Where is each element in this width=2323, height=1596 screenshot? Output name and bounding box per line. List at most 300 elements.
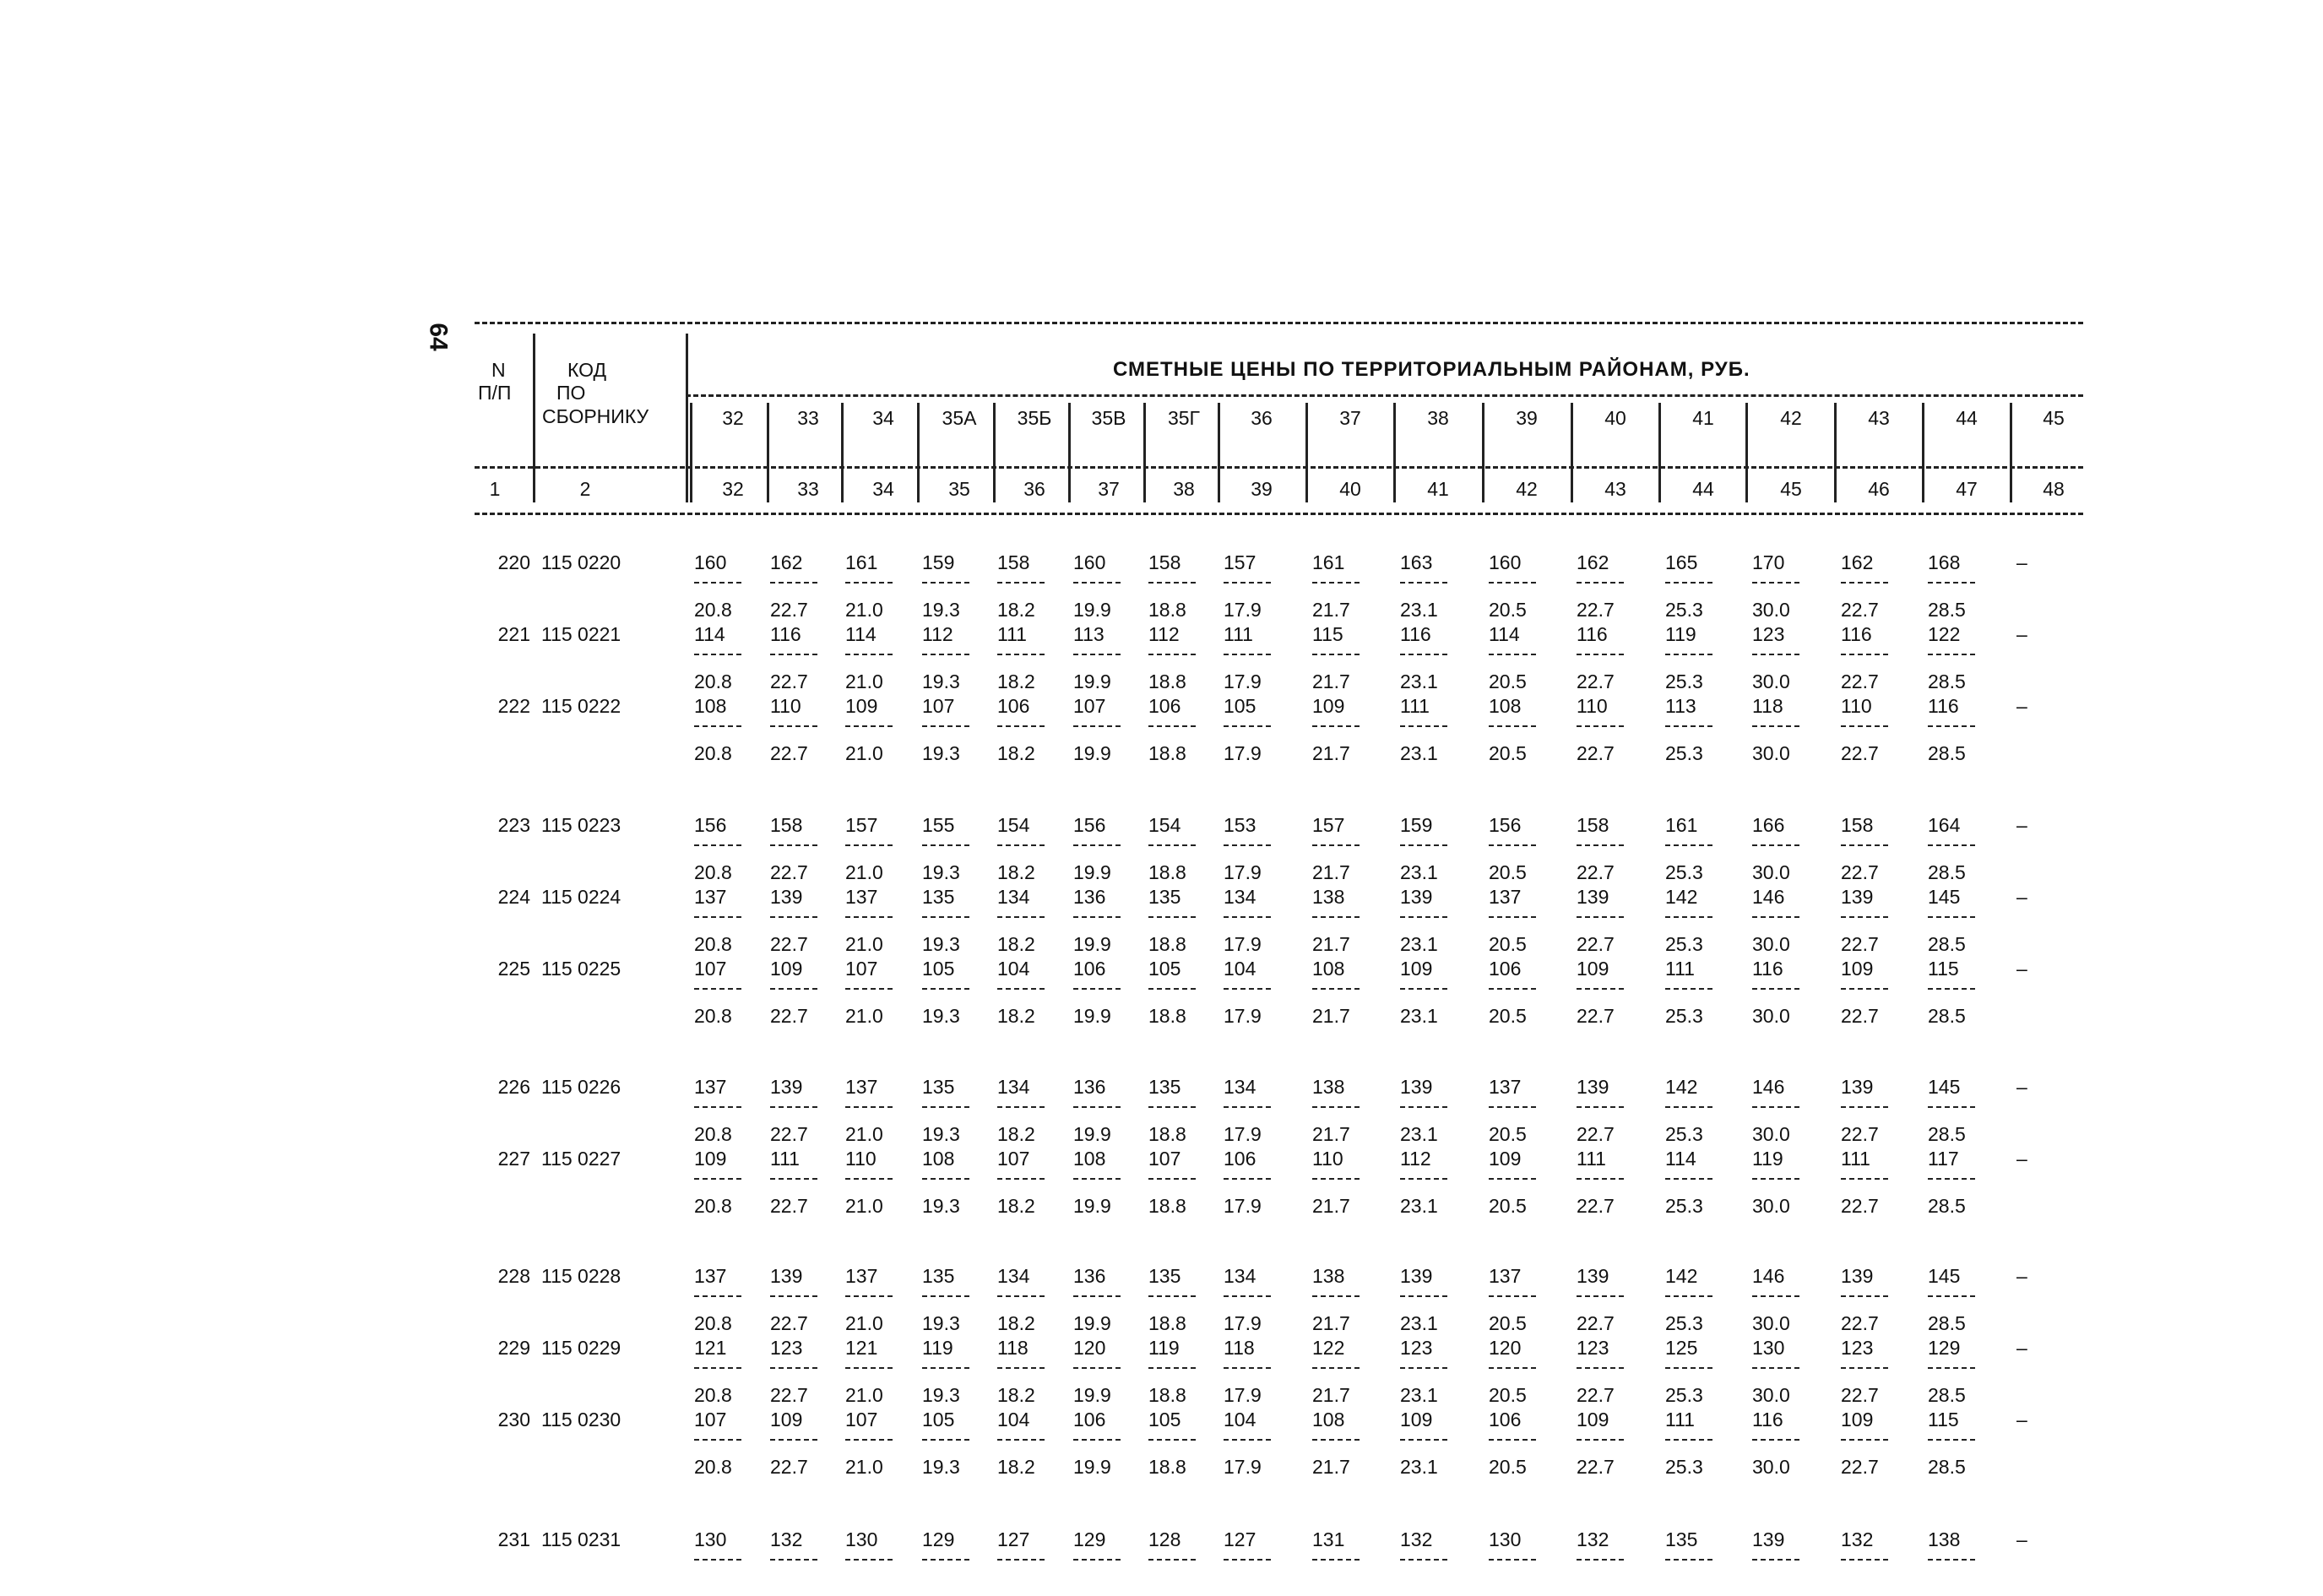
- fraction-bar: [1928, 654, 1975, 655]
- header-title: СМЕТНЫЕ ЦЕНЫ ПО ТЕРРИТОРИАЛЬНЫМ РАЙОНАМ, РУБ.: [1113, 358, 1750, 381]
- coefficient-cell: 18.2: [997, 933, 1035, 955]
- fraction-bar: [845, 1439, 893, 1441]
- coefficient-cell: 21.0: [845, 1195, 883, 1217]
- fraction-bar: [770, 1367, 817, 1369]
- row-code: 115 0229: [541, 1337, 621, 1359]
- fraction-bar: [1400, 844, 1447, 846]
- coefficient-cell: 22.7: [1577, 1312, 1615, 1334]
- price-cell: 138: [1312, 1076, 1345, 1098]
- coefficient-cell: 20.8: [694, 1195, 732, 1217]
- header-index-0: 32: [722, 478, 744, 500]
- fraction-bar: [997, 1178, 1045, 1180]
- last-column-dash: –: [2016, 1409, 2027, 1430]
- fraction-bar: [1928, 1178, 1975, 1180]
- coefficient-cell: 19.3: [922, 1312, 960, 1334]
- coefficient-cell: 23.1: [1400, 1312, 1438, 1334]
- price-cell: 107: [845, 958, 878, 980]
- price-cell: 108: [1073, 1148, 1106, 1170]
- coefficient-cell: 18.8: [1148, 1195, 1186, 1217]
- price-cell: 115: [1928, 958, 1959, 980]
- district-separator: [1571, 403, 1573, 502]
- price-cell: 128: [1148, 1528, 1181, 1550]
- fraction-bar: [845, 654, 893, 655]
- header-index-6: 38: [1173, 478, 1195, 500]
- coefficient-cell: 25.3: [1665, 1456, 1703, 1478]
- last-column-dash: –: [2016, 886, 2027, 908]
- fraction-bar: [1577, 1559, 1624, 1561]
- row-code: 115 0230: [541, 1409, 621, 1430]
- fraction-bar: [1752, 988, 1799, 990]
- fraction-bar: [694, 988, 741, 990]
- coefficient-cell: 28.5: [1928, 861, 1966, 883]
- price-cell: 132: [1577, 1528, 1609, 1550]
- header-index-7: 39: [1251, 478, 1273, 500]
- district-separator: [1305, 403, 1308, 502]
- price-cell: 115: [1312, 623, 1343, 645]
- coefficient-cell: 21.0: [845, 1123, 883, 1145]
- coefficient-cell: 17.9: [1224, 742, 1262, 764]
- district-separator: [841, 403, 844, 502]
- price-cell: 109: [1400, 958, 1433, 980]
- price-cell: 139: [1577, 1265, 1609, 1287]
- fraction-bar: [1841, 1295, 1888, 1297]
- fraction-bar: [1312, 988, 1360, 990]
- fraction-bar: [1312, 725, 1360, 727]
- price-cell: 115: [1928, 1409, 1959, 1430]
- price-cell: 129: [922, 1528, 955, 1550]
- coefficient-cell: 18.8: [1148, 742, 1186, 764]
- price-cell: 135: [922, 1076, 955, 1098]
- header-np: П/П: [478, 382, 512, 404]
- coefficient-cell: 20.8: [694, 1312, 732, 1334]
- fraction-bar: [1400, 582, 1447, 584]
- price-cell: 170: [1752, 551, 1785, 573]
- price-cell: 137: [1489, 886, 1522, 908]
- coefficient-cell: 18.8: [1148, 1123, 1186, 1145]
- fraction-bar: [1577, 582, 1624, 584]
- fraction-bar: [1841, 725, 1888, 727]
- price-cell: 123: [1841, 1337, 1874, 1359]
- price-cell: 160: [1489, 551, 1522, 573]
- price-cell: 130: [845, 1528, 878, 1550]
- header-index-2: 34: [872, 478, 894, 500]
- price-cell: 123: [1577, 1337, 1609, 1359]
- coefficient-cell: 18.2: [997, 1312, 1035, 1334]
- price-cell: 111: [1224, 623, 1253, 645]
- header-district-3: 35А: [942, 407, 977, 429]
- price-cell: 136: [1073, 1076, 1106, 1098]
- coefficient-cell: 18.8: [1148, 1005, 1186, 1027]
- price-cell: 116: [1752, 958, 1783, 980]
- price-cell: 130: [1489, 1528, 1522, 1550]
- fraction-bar: [694, 1106, 741, 1108]
- fraction-bar: [1073, 844, 1121, 846]
- coefficient-cell: 22.7: [1841, 1005, 1879, 1027]
- price-cell: 134: [997, 1265, 1030, 1287]
- fraction-bar: [1224, 1106, 1271, 1108]
- coefficient-cell: 21.7: [1312, 670, 1350, 692]
- price-cell: 129: [1073, 1528, 1106, 1550]
- fraction-bar: [1577, 844, 1624, 846]
- fraction-bar: [1400, 1439, 1447, 1441]
- price-cell: 125: [1665, 1337, 1698, 1359]
- price-cell: 113: [1665, 695, 1696, 717]
- price-cell: 122: [1928, 623, 1961, 645]
- price-cell: 137: [845, 1265, 878, 1287]
- fraction-bar: [1312, 1106, 1360, 1108]
- fraction-bar: [845, 582, 893, 584]
- header-district-11: 40: [1604, 407, 1626, 429]
- coefficient-cell: 30.0: [1752, 1195, 1790, 1217]
- coefficient-cell: 28.5: [1928, 670, 1966, 692]
- coefficient-cell: 22.7: [1577, 1384, 1615, 1406]
- row-number: 223: [497, 814, 530, 836]
- fraction-bar: [694, 1559, 741, 1561]
- last-column-dash: –: [2016, 1076, 2027, 1098]
- coefficient-cell: 30.0: [1752, 861, 1790, 883]
- price-cell: 107: [997, 1148, 1030, 1170]
- coefficient-cell: 18.8: [1148, 599, 1186, 621]
- price-cell: 158: [1577, 814, 1609, 836]
- fraction-bar: [1148, 1559, 1196, 1561]
- coefficient-cell: 22.7: [1577, 1195, 1615, 1217]
- fraction-bar: [1489, 916, 1536, 918]
- coefficient-cell: 25.3: [1665, 1312, 1703, 1334]
- price-cell: 166: [1752, 814, 1785, 836]
- fraction-bar: [1400, 654, 1447, 655]
- coefficient-cell: 20.5: [1489, 670, 1527, 692]
- coefficient-cell: 21.0: [845, 599, 883, 621]
- coefficient-cell: 22.7: [1841, 1312, 1879, 1334]
- price-cell: 106: [1489, 958, 1522, 980]
- price-cell: 158: [770, 814, 803, 836]
- coefficient-cell: 20.8: [694, 933, 732, 955]
- district-separator: [767, 403, 769, 502]
- price-cell: 135: [1148, 886, 1181, 908]
- fraction-bar: [1489, 1367, 1536, 1369]
- coefficient-cell: 17.9: [1224, 1312, 1262, 1334]
- last-column-dash: –: [2016, 1528, 2027, 1550]
- coefficient-cell: 21.0: [845, 1005, 883, 1027]
- district-separator: [1393, 403, 1396, 502]
- fraction-bar: [1577, 916, 1624, 918]
- fraction-bar: [1224, 988, 1271, 990]
- fraction-bar: [1073, 582, 1121, 584]
- price-cell: 132: [1841, 1528, 1874, 1550]
- coefficient-cell: 20.5: [1489, 1195, 1527, 1217]
- row-code: 115 0224: [541, 886, 621, 908]
- fraction-bar: [1928, 1559, 1975, 1561]
- coefficient-cell: 19.9: [1073, 1312, 1111, 1334]
- coefficient-cell: 30.0: [1752, 1312, 1790, 1334]
- price-cell: 106: [1148, 695, 1181, 717]
- fraction-bar: [1400, 1367, 1447, 1369]
- coefficient-cell: 19.3: [922, 1123, 960, 1145]
- header-index-14: 46: [1868, 478, 1890, 500]
- coefficient-cell: 19.9: [1073, 1123, 1111, 1145]
- header-index-9: 41: [1427, 478, 1449, 500]
- fraction-bar: [1312, 654, 1360, 655]
- row-code: 115 0226: [541, 1076, 621, 1098]
- coefficient-cell: 20.5: [1489, 1005, 1527, 1027]
- fraction-bar: [1073, 654, 1121, 655]
- price-cell: 139: [1841, 1265, 1874, 1287]
- coefficient-cell: 30.0: [1752, 933, 1790, 955]
- fraction-bar: [1665, 1367, 1712, 1369]
- fraction-bar: [1577, 1295, 1624, 1297]
- fraction-bar: [1665, 1106, 1712, 1108]
- fraction-bar: [770, 844, 817, 846]
- fraction-bar: [922, 1367, 969, 1369]
- fraction-bar: [1665, 1439, 1712, 1441]
- fraction-bar: [922, 654, 969, 655]
- district-separator: [1658, 403, 1661, 502]
- price-cell: 123: [770, 1337, 803, 1359]
- coefficient-cell: 23.1: [1400, 1456, 1438, 1478]
- price-cell: 134: [997, 886, 1030, 908]
- coefficient-cell: 19.9: [1073, 1456, 1111, 1478]
- coefficient-cell: 22.7: [770, 1312, 808, 1334]
- coefficient-cell: 19.9: [1073, 1384, 1111, 1406]
- fraction-bar: [1489, 1439, 1536, 1441]
- row-code: 115 0222: [541, 695, 621, 717]
- price-cell: 123: [1752, 623, 1785, 645]
- price-cell: 156: [694, 814, 727, 836]
- coefficient-cell: 25.3: [1665, 742, 1703, 764]
- fraction-bar: [845, 1295, 893, 1297]
- price-cell: 135: [1148, 1076, 1181, 1098]
- fraction-bar: [770, 582, 817, 584]
- fraction-bar: [1841, 654, 1888, 655]
- fraction-bar: [770, 1295, 817, 1297]
- coefficient-cell: 30.0: [1752, 742, 1790, 764]
- coefficient-cell: 22.7: [1577, 742, 1615, 764]
- row-number: 222: [497, 695, 530, 717]
- price-cell: 158: [997, 551, 1030, 573]
- last-column-dash: –: [2016, 1265, 2027, 1287]
- coefficient-cell: 25.3: [1665, 1005, 1703, 1027]
- price-cell: 135: [1665, 1528, 1698, 1550]
- price-cell: 159: [1400, 814, 1433, 836]
- last-column-dash: –: [2016, 1148, 2027, 1170]
- price-cell: 132: [770, 1528, 803, 1550]
- row-number: 231: [497, 1528, 530, 1550]
- price-cell: 104: [1224, 1409, 1256, 1430]
- coefficient-cell: 22.7: [1841, 1456, 1879, 1478]
- price-cell: 117: [1928, 1148, 1959, 1170]
- coefficient-cell: 22.7: [770, 1456, 808, 1478]
- coefficient-cell: 21.0: [845, 1456, 883, 1478]
- row-number: 225: [497, 958, 530, 980]
- fraction-bar: [1148, 1295, 1196, 1297]
- fraction-bar: [1665, 582, 1712, 584]
- fraction-bar: [845, 916, 893, 918]
- coefficient-cell: 22.7: [770, 933, 808, 955]
- coefficient-cell: 22.7: [770, 1195, 808, 1217]
- fraction-bar: [1489, 654, 1536, 655]
- coefficient-cell: 20.8: [694, 1005, 732, 1027]
- price-cell: 129: [1928, 1337, 1961, 1359]
- header-code-line3: СБОРНИКУ: [542, 405, 649, 427]
- fraction-bar: [1224, 725, 1271, 727]
- header-index-16: 48: [2043, 478, 2065, 500]
- header-code-line2: ПО: [556, 382, 586, 404]
- price-cell: 154: [1148, 814, 1181, 836]
- price-cell: 134: [1224, 1265, 1256, 1287]
- price-cell: 157: [845, 814, 878, 836]
- fraction-bar: [1665, 844, 1712, 846]
- fraction-bar: [1148, 654, 1196, 655]
- fraction-bar: [1073, 725, 1121, 727]
- coefficient-cell: 23.1: [1400, 1195, 1438, 1217]
- fraction-bar: [1577, 1106, 1624, 1108]
- header-bottom-rule: [475, 513, 2083, 515]
- coefficient-cell: 18.2: [997, 1123, 1035, 1145]
- row-number: 220: [497, 551, 530, 573]
- header-index-8: 40: [1339, 478, 1361, 500]
- price-cell: 116: [1752, 1409, 1783, 1430]
- coefficient-cell: 22.7: [770, 742, 808, 764]
- price-cell: 131: [1312, 1528, 1345, 1550]
- district-separator: [1482, 403, 1484, 502]
- district-separator: [1745, 403, 1748, 502]
- fraction-bar: [1841, 1559, 1888, 1561]
- price-cell: 106: [997, 695, 1030, 717]
- coefficient-cell: 18.2: [997, 1195, 1035, 1217]
- price-cell: 161: [1665, 814, 1698, 836]
- price-cell: 120: [1073, 1337, 1106, 1359]
- coefficient-cell: 18.2: [997, 1005, 1035, 1027]
- price-cell: 120: [1489, 1337, 1522, 1359]
- price-cell: 162: [1577, 551, 1609, 573]
- fraction-bar: [922, 916, 969, 918]
- coefficient-cell: 20.8: [694, 1384, 732, 1406]
- fraction-bar: [1577, 654, 1624, 655]
- price-cell: 155: [922, 814, 955, 836]
- price-cell: 138: [1312, 886, 1345, 908]
- row-number: 228: [497, 1265, 530, 1287]
- coefficient-cell: 19.3: [922, 670, 960, 692]
- fraction-bar: [1312, 1439, 1360, 1441]
- fraction-bar: [1148, 1367, 1196, 1369]
- price-cell: 104: [997, 958, 1030, 980]
- coefficient-cell: 20.8: [694, 1456, 732, 1478]
- fraction-bar: [1148, 1106, 1196, 1108]
- fraction-bar: [997, 654, 1045, 655]
- fraction-bar: [922, 1106, 969, 1108]
- coefficient-cell: 18.2: [997, 599, 1035, 621]
- fraction-bar: [694, 916, 741, 918]
- price-cell: 137: [845, 1076, 878, 1098]
- row-code: 115 0223: [541, 814, 621, 836]
- fraction-bar: [1312, 1559, 1360, 1561]
- coefficient-cell: 20.5: [1489, 1456, 1527, 1478]
- fraction-bar: [770, 654, 817, 655]
- district-separator: [690, 403, 692, 502]
- row-code: 115 0228: [541, 1265, 621, 1287]
- coefficient-cell: 20.5: [1489, 1123, 1527, 1145]
- header-index-1: 33: [797, 478, 819, 500]
- fraction-bar: [1752, 654, 1799, 655]
- price-cell: 116: [1928, 695, 1959, 717]
- coefficient-cell: 25.3: [1665, 670, 1703, 692]
- price-cell: 112: [1148, 623, 1180, 645]
- coefficient-cell: 19.3: [922, 1005, 960, 1027]
- header-district-14: 43: [1868, 407, 1890, 429]
- coefficient-cell: 21.0: [845, 933, 883, 955]
- price-cell: 164: [1928, 814, 1961, 836]
- price-cell: 111: [1665, 1409, 1695, 1430]
- header-district-0: 32: [722, 407, 744, 429]
- coefficient-cell: 19.9: [1073, 599, 1111, 621]
- price-cell: 111: [997, 623, 1027, 645]
- fraction-bar: [770, 1106, 817, 1108]
- price-cell: 138: [1928, 1528, 1961, 1550]
- coefficient-cell: 22.7: [1577, 1123, 1615, 1145]
- coefficient-cell: 22.7: [1841, 742, 1879, 764]
- price-cell: 112: [1400, 1148, 1431, 1170]
- fraction-bar: [1148, 988, 1196, 990]
- price-cell: 156: [1073, 814, 1106, 836]
- price-cell: 139: [1841, 1076, 1874, 1098]
- price-cell: 139: [1400, 1076, 1433, 1098]
- price-cell: 116: [1841, 623, 1872, 645]
- fraction-bar: [1224, 1367, 1271, 1369]
- price-cell: 108: [1312, 958, 1345, 980]
- fraction-bar: [1752, 1367, 1799, 1369]
- fraction-bar: [1928, 1439, 1975, 1441]
- fraction-bar: [1841, 988, 1888, 990]
- price-cell: 153: [1224, 814, 1256, 836]
- coefficient-cell: 22.7: [1577, 861, 1615, 883]
- fraction-bar: [1928, 1106, 1975, 1108]
- price-cell: 121: [845, 1337, 878, 1359]
- fraction-bar: [1312, 1178, 1360, 1180]
- price-cell: 139: [770, 886, 803, 908]
- price-cell: 105: [1224, 695, 1256, 717]
- fraction-bar: [1312, 582, 1360, 584]
- coefficient-cell: 17.9: [1224, 670, 1262, 692]
- fraction-bar: [1489, 988, 1536, 990]
- fraction-bar: [845, 844, 893, 846]
- header-district-8: 37: [1339, 407, 1361, 429]
- price-cell: 137: [1489, 1265, 1522, 1287]
- fraction-bar: [1928, 988, 1975, 990]
- coefficient-cell: 19.3: [922, 742, 960, 764]
- fraction-bar: [1752, 1559, 1799, 1561]
- fraction-bar: [1577, 725, 1624, 727]
- district-separator: [1922, 403, 1924, 502]
- coefficient-cell: 30.0: [1752, 1456, 1790, 1478]
- coefficient-cell: 21.7: [1312, 1312, 1350, 1334]
- fraction-bar: [1073, 988, 1121, 990]
- price-cell: 130: [1752, 1337, 1785, 1359]
- fraction-bar: [1752, 1178, 1799, 1180]
- coefficient-cell: 20.8: [694, 742, 732, 764]
- fraction-bar: [1148, 582, 1196, 584]
- fraction-bar: [1841, 582, 1888, 584]
- fraction-bar: [1489, 582, 1536, 584]
- district-separator: [993, 403, 996, 502]
- fraction-bar: [845, 1367, 893, 1369]
- header-district-5: 35В: [1091, 407, 1126, 429]
- fraction-bar: [997, 1367, 1045, 1369]
- coefficient-cell: 23.1: [1400, 599, 1438, 621]
- price-cell: 109: [1312, 695, 1345, 717]
- price-cell: 108: [922, 1148, 955, 1170]
- price-cell: 111: [770, 1148, 800, 1170]
- price-cell: 106: [1224, 1148, 1256, 1170]
